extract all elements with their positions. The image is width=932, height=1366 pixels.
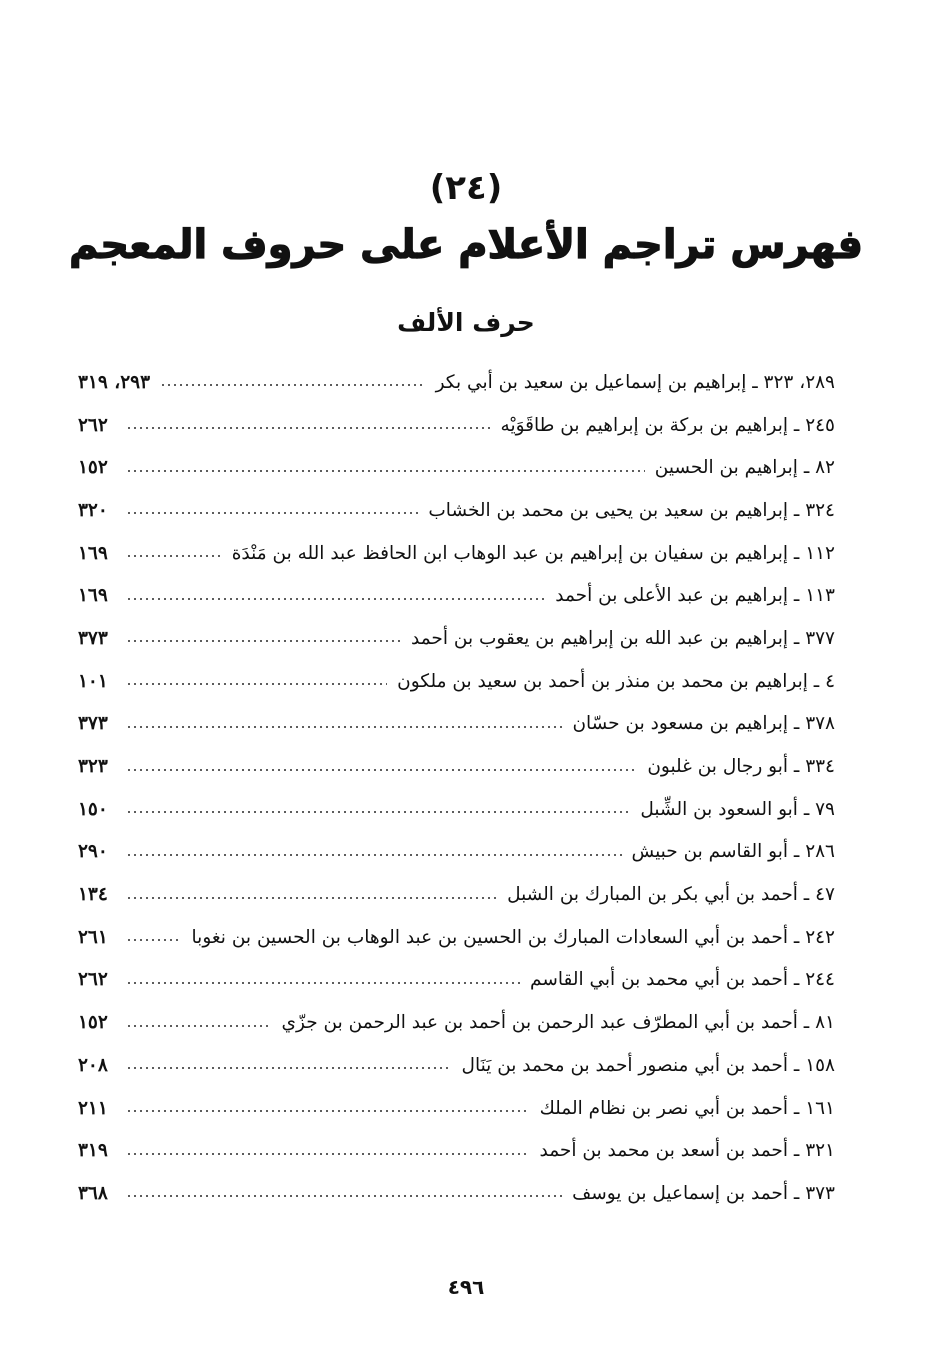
entry-name: ٨٢ ـ إبراهيم بن الحسين <box>654 457 835 479</box>
dot-leader <box>126 422 491 434</box>
entry-page-ref: ٢٩٠ <box>78 841 108 863</box>
dot-leader <box>126 1062 452 1074</box>
entry-page-ref: ٣٢٣ <box>78 756 108 778</box>
entry-name: ٢٤٢ ـ أحمد بن أبي السعادات المبارك بن الحسين بن عبد الوهاب بن الحسين بن نغوبا <box>191 926 835 948</box>
index-entry <box>78 703 835 746</box>
letter-heading: حرف الألف <box>397 308 535 337</box>
index-entry <box>78 660 835 703</box>
entry-page-ref: ١٥٢ <box>78 457 108 479</box>
dot-leader <box>126 550 222 562</box>
index-entries-list <box>78 361 835 1215</box>
entry-page-ref: ٢٦١ <box>78 926 108 948</box>
dot-leader <box>126 849 622 861</box>
index-entry <box>78 1001 835 1044</box>
dot-leader <box>126 465 645 477</box>
entry-name: ٤٧ ـ أحمد بن أبي بكر بن المبارك بن الشبل <box>507 884 835 906</box>
entry-page-ref: ١٥٢ <box>78 1012 108 1034</box>
entry-page-ref: ٢١١ <box>78 1097 108 1119</box>
entry-name: ٣٧٧ ـ إبراهيم بن عبد الله بن إبراهيم بن يعقوب بن أحمد <box>411 627 835 649</box>
entry-page-ref: ١٣٤ <box>78 884 108 906</box>
entry-name: ١٦١ ـ أحمد بن أبي نصر بن نظام الملك <box>539 1097 835 1119</box>
index-entry <box>78 788 835 831</box>
dot-leader <box>126 721 562 733</box>
entry-page-ref: ١٦٩ <box>78 585 108 607</box>
entry-page-ref: ٣٧٣ <box>78 713 108 735</box>
dot-leader <box>126 934 182 946</box>
index-entry <box>78 1044 835 1087</box>
entry-name: ١١٢ ـ إبراهيم بن سفيان بن إبراهيم بن عبد الوهاب ابن الحافظ عبد الله بن مَنْدَة <box>231 542 835 564</box>
dot-leader <box>126 635 401 647</box>
dot-leader <box>160 379 426 391</box>
dot-leader <box>126 806 630 818</box>
index-entry <box>78 745 835 788</box>
dot-leader <box>126 1148 530 1160</box>
index-entry <box>78 404 835 447</box>
dot-leader <box>126 892 497 904</box>
entry-name: ٢٨٩، ٣٢٣ ـ إبراهيم بن إسماعيل بن سعيد بن أبي بكر <box>435 371 835 393</box>
index-entry <box>78 1129 835 1172</box>
dot-leader <box>126 977 520 989</box>
index-entry <box>78 959 835 1002</box>
index-entry <box>78 1172 835 1215</box>
entry-page-ref: ٣٦٨ <box>78 1182 108 1204</box>
page-number: ٤٩٦ <box>447 1275 485 1299</box>
entry-name: ٣٢٤ ـ إبراهيم بن سعيد بن يحيى بن محمد بن الخشاب <box>428 499 835 521</box>
dot-leader <box>126 1190 562 1202</box>
index-entry <box>78 873 835 916</box>
dot-leader <box>126 1105 530 1117</box>
entry-page-ref: ١٥٠ <box>78 798 108 820</box>
entry-name: ٣٧٨ ـ إبراهيم بن مسعود بن حسّان <box>572 713 835 735</box>
index-entry <box>78 574 835 617</box>
entry-name: ٨١ ـ أحمد بن أبي المطرّف عبد الرحمن بن أحمد بن عبد الرحمن بن جزّي <box>281 1012 835 1034</box>
entry-page-ref: ٣٢٠ <box>78 499 108 521</box>
entry-name: ٧٩ ـ أبو السعود بن الشِّبل <box>640 798 835 820</box>
entry-page-ref: ٣٧٣ <box>78 627 108 649</box>
dot-leader <box>126 1020 272 1032</box>
index-entry <box>78 617 835 660</box>
dot-leader <box>126 593 545 605</box>
entry-name: ٤ ـ إبراهيم بن محمد بن منذر بن أحمد بن سعيد بن ملكون <box>397 670 835 692</box>
index-entry <box>78 361 835 404</box>
entry-name: ٢٤٤ ـ أحمد بن أبي محمد بن أبي القاسم <box>530 969 835 991</box>
entry-name: ١١٣ ـ إبراهيم بن عبد الأعلى بن أحمد <box>555 585 835 607</box>
dot-leader <box>126 764 637 776</box>
dot-leader <box>126 678 387 690</box>
index-entry <box>78 489 835 532</box>
entry-page-ref: ٢٩٣، ٣١٩ <box>78 371 151 393</box>
page-title: فهرس تراجم الأعلام على حروف المعجم <box>68 222 864 268</box>
entry-name: ٣٧٣ ـ أحمد بن إسماعيل بن يوسف <box>572 1182 835 1204</box>
entry-name: ٣٣٤ ـ أبو رجال بن غلبون <box>647 756 835 778</box>
index-entry <box>78 1087 835 1130</box>
index-entry <box>78 916 835 959</box>
entry-page-ref: ١٦٩ <box>78 542 108 564</box>
entry-page-ref: ٣١٩ <box>78 1140 108 1162</box>
index-entry <box>78 446 835 489</box>
entry-page-ref: ٢٦٢ <box>78 969 108 991</box>
entry-page-ref: ١٠١ <box>78 670 108 692</box>
entry-page-ref: ٢٠٨ <box>78 1054 108 1076</box>
section-number: (٢٤) <box>429 168 503 208</box>
entry-name: ٣٢١ ـ أحمد بن أسعد بن محمد بن أحمد <box>539 1140 835 1162</box>
entry-page-ref: ٢٦٢ <box>78 414 108 436</box>
dot-leader <box>126 507 418 519</box>
entry-name: ١٥٨ ـ أحمد بن أبي منصور أحمد بن محمد بن يَنَال <box>461 1054 835 1076</box>
entry-name: ٢٤٥ ـ إبراهيم بن بركة بن إبراهيم بن طاقَوَيْه <box>500 414 835 436</box>
entry-name: ٢٨٦ ـ أبو القاسم بن حبيش <box>631 841 835 863</box>
index-entry <box>78 532 835 575</box>
index-entry <box>78 831 835 874</box>
